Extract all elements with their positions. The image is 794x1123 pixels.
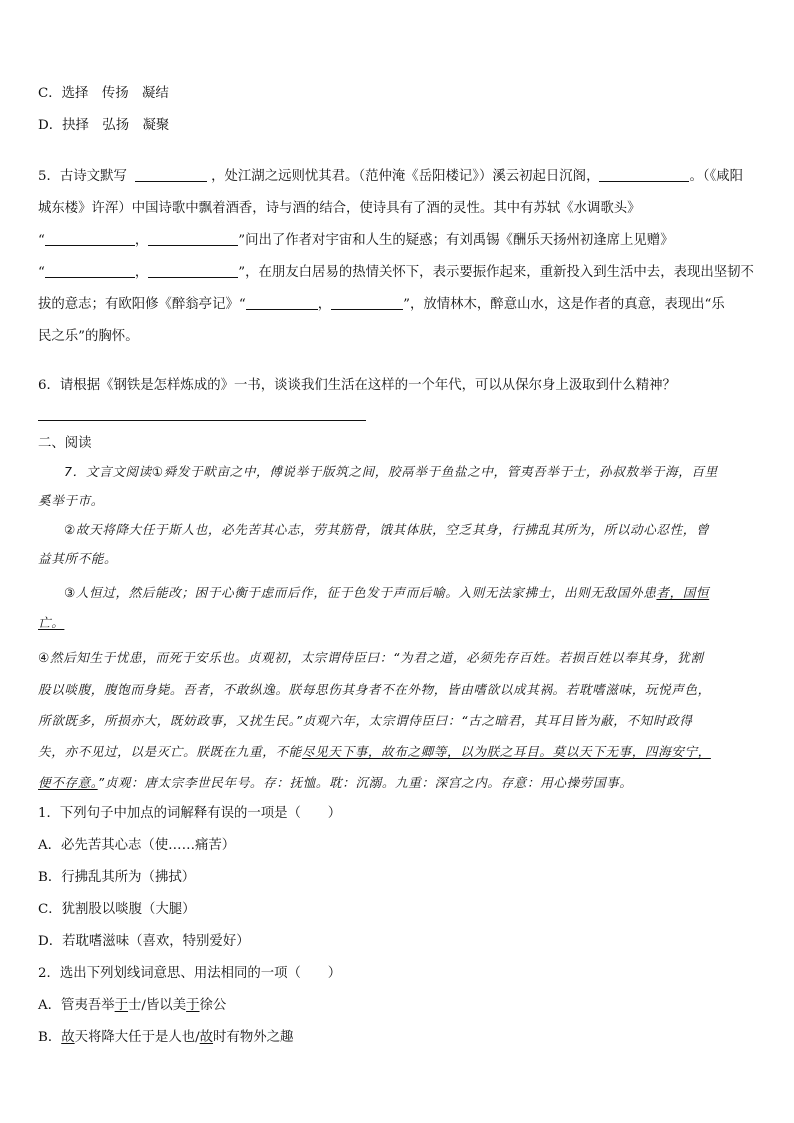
q5-line-2: 城东楼》许浑）中国诗歌中飘着酒香，诗与酒的结合，使诗具有了酒的灵性。其中有苏轼《水调歌头》	[38, 201, 641, 216]
q5-line-3: “ ， ”问出了作者对宇宙和人生的疑惑；有刘禹锡《酬乐天扬州初逢席上见赠》	[38, 233, 674, 248]
q7-line-1: 7．文言文阅读①舜发于畎亩之中，傅说举于版筑之间，胶鬲举于鱼盐之中，管夷吾举于士，孙叔敖举于海，百里	[64, 464, 718, 479]
q7-line-3: ②故天将降大任于斯人也，必先苦其心志，劳其筋骨，饿其体肤，空乏其身，行拂乱其所为，所以动心忍性，曾	[64, 522, 710, 537]
q7-line-9: 所欲既多，所损亦大，既妨政事，又扰生民。”贞观六年，太宗谓侍臣曰：“古之暗君，其耳目皆为蔽，不知时政得	[38, 713, 693, 728]
q5-line-5: 拔的意志；有欧阳修《醉翁亭记》“ ， ”，放情林木，醉意山水，这是作者的真意，表现出“乐	[38, 297, 725, 312]
q7-line-8: 股以啖腹，腹饱而身毙。吾者，不敢纵逸。朕每思伤其身者不在外物，皆由嗜欲以成其祸。若耽嗜滋味，玩悦声色，	[38, 682, 711, 697]
option-c-top: C．选择 传扬 凝结	[38, 86, 169, 101]
sub-question-2: 2．选出下列划线词意思、用法相同的一项（ ）	[38, 966, 342, 981]
q5-line-6: 民之乐”的胸怀。	[38, 329, 139, 344]
q7-line-10: 失，亦不见过，以是灭亡。朕既在九重，不能尽见天下事，故布之卿等，以为朕之耳目。莫以天下无事，四海安宁，	[38, 744, 711, 759]
option-d-top: D．抉择 弘扬 凝聚	[38, 118, 170, 133]
sq1-option-d[interactable]: D．若耽嗜滋味（喜欢，特别爱好）	[38, 934, 250, 949]
answer-blank[interactable]	[135, 167, 207, 182]
q5-line-1: 5．古诗文默写 ，处江湖之远则忧其君。（范仲淹《岳阳楼记》）溪云初起日沉阁， 。（《咸阳	[38, 169, 744, 184]
answer-blank[interactable]	[246, 295, 318, 310]
section-heading: 二、阅读	[38, 436, 92, 451]
q7-line-2: 奚举于市。	[38, 493, 104, 508]
sq1-option-b[interactable]: B．行拂乱其所为（拂拭）	[38, 870, 196, 885]
answer-blank[interactable]	[45, 231, 135, 246]
q7-line-11: 便不存意。”贞观：唐太宗李世民年号。存：抚恤。耽：沉溺。九重：深宫之内。存意：用心操劳国事。	[38, 775, 633, 790]
answer-blank[interactable]	[331, 295, 403, 310]
answer-blank[interactable]	[45, 263, 135, 278]
q7-line-5: ③人恒过，然后能改；困于心衡于虑而后作，征于色发于声而后喻。入则无法家拂士，出则无敌国外患者，国恒	[64, 585, 710, 600]
answer-blank[interactable]	[148, 263, 238, 278]
sq2-option-a[interactable]: A．管夷吾举于士/皆以美于徐公	[38, 998, 227, 1013]
sq1-option-c[interactable]: C．犹割股以啖腹（大腿）	[38, 902, 196, 917]
answer-blank[interactable]	[599, 167, 689, 182]
q7-line-4: 益其所不能。	[38, 551, 118, 566]
q6-question: 6．请根据《钢铁是怎样炼成的》一书，谈谈我们生活在这样的一个年代，可以从保尔身上汲取到什么精神？	[38, 378, 676, 393]
sq1-option-a[interactable]: A．必先苦其心志（使……痛苦）	[38, 838, 236, 853]
sub-question-1: 1．下列句子中加点的词解释有误的一项是（ ）	[38, 806, 342, 821]
q7-line-7: ④然后知生于忧患，而死于安乐也。贞观初，太宗谓侍臣曰：“为君之道，必须先存百姓。若损百姓以奉其身，犹割	[38, 650, 704, 665]
q7-line-6: 亡。	[38, 615, 65, 630]
q5-line-4: “ ， ”，在朋友白居易的热情关怀下，表示要振作起来，重新投入到生活中去，表现出坚韧不	[38, 265, 754, 280]
sq2-option-b[interactable]: B．故天将降大任于是人也/故时有物外之趣	[38, 1030, 294, 1045]
answer-line[interactable]	[38, 420, 366, 421]
answer-blank[interactable]	[148, 231, 238, 246]
